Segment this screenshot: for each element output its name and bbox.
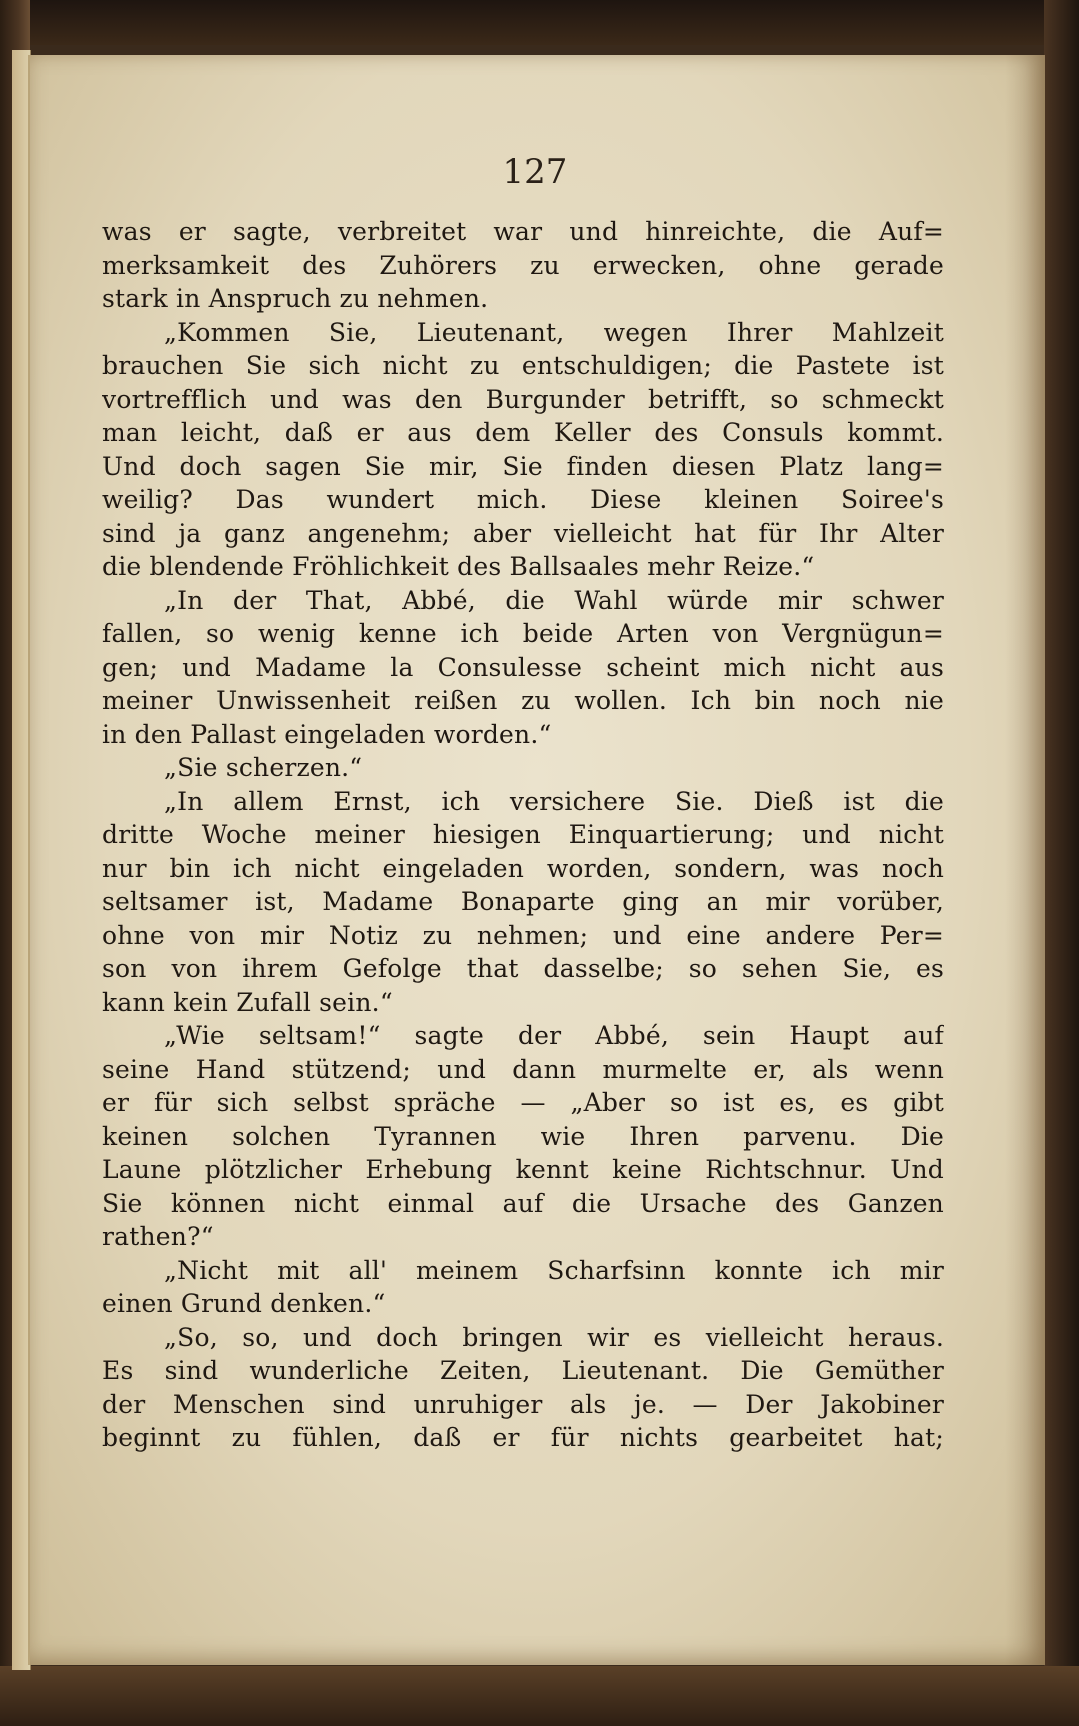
text-line: „Nicht mit all' meinem Scharfsinn konnte ich mir [164, 1255, 944, 1285]
text-line: brauchen Sie sich nicht zu entschuldigen; die Pastete ist [102, 351, 944, 380]
text-line: vortrefflich und was den Burgunder betrifft, so schmeckt [102, 384, 944, 414]
text-line: „Wie seltsam!“ sagte der Abbé, sein Haupt auf [164, 1021, 944, 1050]
text-line: man leicht, daß er aus dem Keller des Consuls kommt. [102, 418, 944, 447]
text-line: der Menschen sind unruhiger als je. — Der Jakobiner [102, 1389, 944, 1419]
text-line: beginnt zu fühlen, daß er für nichts gearbeitet hat; [102, 1423, 944, 1452]
text-line: ohne von mir Notiz zu nehmen; und eine andere Per= [102, 920, 944, 950]
text-line: was er sagte, verbreitet war und hinreichte, die Auf= [102, 217, 944, 246]
text-line: sind ja ganz angenehm; aber vielleicht hat für Ihr Alter [102, 518, 944, 548]
text-line: merksamkeit des Zuhörers zu erwecken, ohne gerade [102, 250, 944, 280]
text-line: die blendende Fröhlichkeit des Ballsaales mehr Reize.“ [102, 552, 815, 581]
text-line: Und doch sagen Sie mir, Sie finden diesen Platz lang= [102, 451, 944, 481]
text-line: Es sind wunderliche Zeiten, Lieutenant. Die Gemüther [102, 1356, 944, 1385]
text-line: er für sich selbst spräche — „Aber so ist es, es gibt [102, 1088, 944, 1117]
text-line: nur bin ich nicht eingeladen worden, sondern, was noch [102, 853, 944, 883]
book-page [28, 55, 1045, 1665]
text-line: seltsamer ist, Madame Bonaparte ging an mir vorüber, [102, 887, 944, 916]
text-line: seine Hand stützend; und dann murmelte er, als wenn [102, 1054, 944, 1084]
text-line: kann kein Zufall sein.“ [102, 987, 393, 1017]
text-line: rathen?“ [102, 1222, 214, 1251]
page-shadow [1005, 55, 1045, 1665]
text-line: Sie können nicht einmal auf die Ursache des Ganzen [102, 1188, 944, 1218]
text-line: fallen, so wenig kenne ich beide Arten von Vergnügun= [102, 619, 944, 648]
text-line: einen Grund denken.“ [102, 1289, 386, 1318]
text-line: „In allem Ernst, ich versichere Sie. Dieß ist die [164, 786, 944, 816]
text-line: son von ihrem Gefolge that dasselbe; so sehen Sie, es [102, 954, 944, 983]
text-line: stark in Anspruch zu nehmen. [102, 284, 489, 313]
text-line: gen; und Madame la Consulesse scheint mich nicht aus [102, 652, 944, 682]
text-line: „Sie scherzen.“ [164, 753, 363, 782]
body-text [102, 215, 944, 1455]
text-line: meiner Unwissenheit reißen zu wollen. Ich bin noch nie [102, 686, 944, 715]
text-line: keinen solchen Tyrannen wie Ihren parvenu. Die [102, 1121, 944, 1151]
text-line: weilig? Das wundert mich. Diese kleinen Soiree's [102, 485, 944, 514]
text-line: in den Pallast eingeladen worden.“ [102, 719, 552, 749]
page-number: 127 [502, 152, 568, 192]
text-line: „So, so, und doch bringen wir es vielleicht heraus. [164, 1322, 944, 1352]
text-line: Laune plötzlicher Erhebung kennt keine Richtschnur. Und [102, 1155, 944, 1184]
book-cover-top [0, 0, 1079, 45]
book-cover-bottom [0, 1666, 1079, 1726]
book-cover-right [1044, 0, 1079, 1726]
text-line: „In der That, Abbé, die Wahl würde mir schwer [164, 585, 944, 615]
text-line: dritte Woche meiner hiesigen Einquartierung; und nicht [102, 820, 944, 849]
text-line: „Kommen Sie, Lieutenant, wegen Ihrer Mahlzeit [164, 317, 944, 347]
